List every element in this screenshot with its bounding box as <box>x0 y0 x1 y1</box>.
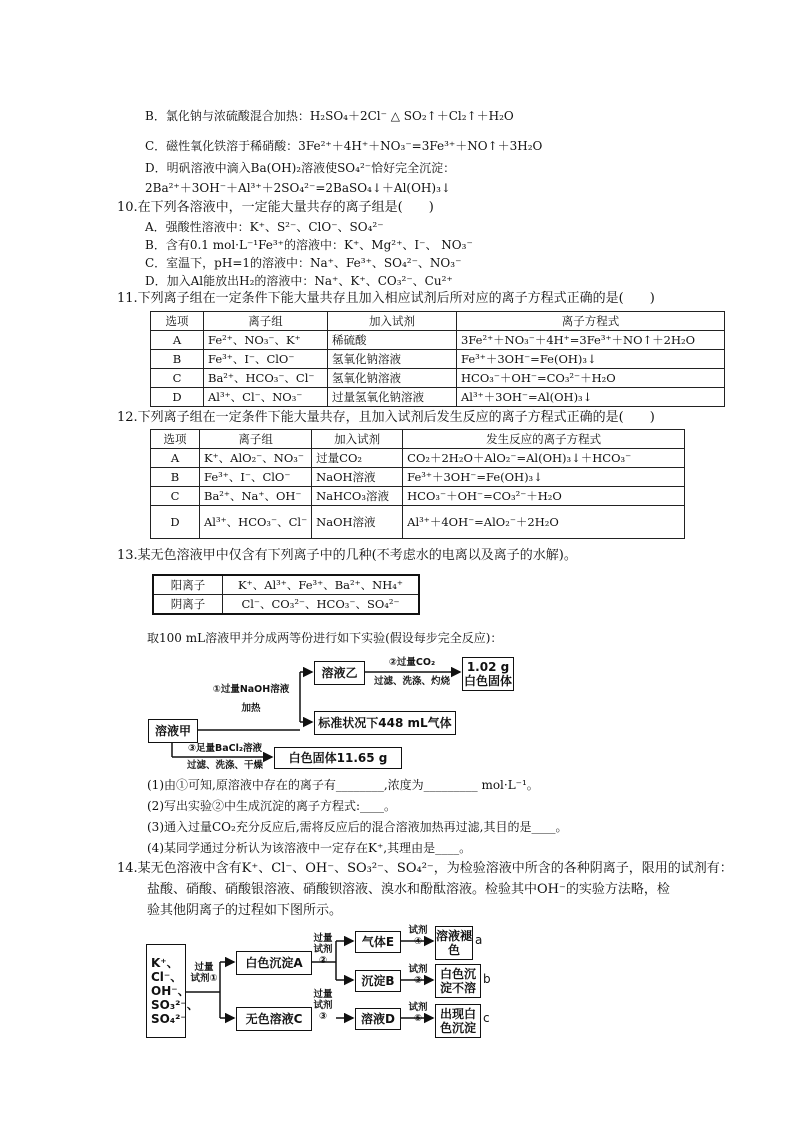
q14-stem-line1: 14.某无色溶液中含有K⁺、Cl⁻、OH⁻、SO₃²⁻、SO₄²⁻，为检验溶液中所含的各种阴离子，限用的试剂有： <box>117 861 733 876</box>
flow14-solution-d-box: 溶液D <box>355 1008 401 1030</box>
table-cell: D <box>151 506 200 539</box>
table-cell: Al³⁺、Cl⁻、NO₃⁻ <box>204 388 328 407</box>
flow14-reagent4-label: 试剂④ <box>408 925 428 947</box>
table-cell: A <box>151 331 204 350</box>
table-cell: 阴离子 <box>153 595 223 615</box>
table-cell: 氢氧化钠溶液 <box>328 350 457 369</box>
ion-label: Cl⁻、 <box>151 970 183 984</box>
flow-solid1-box: 1.02 g白色固体 <box>462 657 514 691</box>
ion-label: SO₃²⁻、 <box>151 998 199 1012</box>
q10-option-c: C．室温下，pH=1的溶液中：Na⁺、Fe³⁺、SO₄²⁻、NO₃⁻ <box>145 256 462 270</box>
table-header: 离子组 <box>204 312 328 331</box>
flow-solution-yi-box: 溶液乙 <box>314 661 365 685</box>
q10-option-d: D．加入Al能放出H₂的溶液中：Na⁺、K⁺、CO₃²⁻、Cu²⁺ <box>145 274 453 288</box>
table-cell: K⁺、Al³⁺、Fe³⁺、Ba²⁺、NH₄⁺ <box>223 575 420 595</box>
flow14-mark-c: c <box>483 1011 490 1025</box>
flow-step1-label: ①过量NaOH溶液 <box>212 684 290 695</box>
table-cell: Cl⁻、CO₃²⁻、HCO₃⁻、SO₄²⁻ <box>223 595 420 615</box>
table-cell: K⁺、AlO₂⁻、NO₃⁻ <box>200 449 312 468</box>
table-cell: HCO₃⁻＋OH⁻=CO₃²⁻＋H₂O <box>403 487 685 506</box>
q13-stem: 13.某无色溶液甲中仅含有下列离子中的几种(不考虑水的电离以及离子的水解)。 <box>117 548 577 563</box>
table-cell: Fe³⁺＋3OH⁻=Fe(OH)₃↓ <box>403 468 685 487</box>
table-cell: 过量CO₂ <box>312 449 403 468</box>
flow-gas-box: 标准状况下448 mL气体 <box>314 711 456 735</box>
table-cell: C <box>151 487 200 506</box>
table-cell: 阳离子 <box>153 575 223 595</box>
flow14-step3-label: 过量试剂③ <box>313 989 333 1022</box>
table-cell: A <box>151 449 200 468</box>
flow14-result-b-box: 白色沉淀不溶 <box>435 964 481 998</box>
table-cell: Al³⁺＋4OH⁻=AlO₂⁻＋2H₂O <box>403 506 685 539</box>
table-header: 加入试剂 <box>328 312 457 331</box>
table-cell: NaHCO₃溶液 <box>312 487 403 506</box>
flow14-precipitate-a-box: 白色沉淀A <box>236 951 312 975</box>
q13-subq1: (1)由①可知,原溶液中存在的离子有________,浓度为_________ mol·L⁻¹。 <box>147 778 539 792</box>
table-cell: CO₂＋2H₂O＋AlO₂⁻=Al(OH)₃↓＋HCO₃⁻ <box>403 449 685 468</box>
flow14-mark-b: b <box>483 972 491 986</box>
flow14-precipitate-b-box: 沉淀B <box>355 970 401 992</box>
table-cell: Fe³⁺＋3OH⁻=Fe(OH)₃↓ <box>457 350 725 369</box>
table-cell: B <box>151 350 204 369</box>
table-cell: Fe²⁺、NO₃⁻、K⁺ <box>204 331 328 350</box>
flow14-reagent3-label: 试剂③ <box>408 964 428 986</box>
q13-intro: 取100 mL溶液甲并分成两等份进行如下实验(假设每步完全反应)： <box>147 631 503 645</box>
table-header: 离子方程式 <box>457 312 725 331</box>
q13-subq2: (2)写出实验②中生成沉淀的离子方程式:____。 <box>147 799 397 813</box>
table-header: 加入试剂 <box>312 430 403 449</box>
flow-solid2-box: 白色固体11.65 g <box>274 747 402 769</box>
flow14-step2-label: 过量试剂② <box>313 933 333 966</box>
q10-option-b: B．含有0.1 mol·L⁻¹Fe³⁺的溶液中：K⁺、Mg²⁺、I⁻、 NO₃⁻ <box>145 238 473 252</box>
table-cell: HCO₃⁻＋OH⁻=CO₃²⁻＋H₂O <box>457 369 725 388</box>
table-cell: Fe³⁺、I⁻、ClO⁻ <box>200 468 312 487</box>
q11-stem: 11.下列离子组在一定条件下能大量共存且加入相应试剂后所对应的离子方程式正确的是( ) <box>117 291 655 306</box>
table-cell: Al³⁺、HCO₃⁻、Cl⁻ <box>200 506 312 539</box>
flow-step3-condition: 过滤、洗涤、干燥 <box>186 760 263 771</box>
table-cell: 稀硫酸 <box>328 331 457 350</box>
table-cell: NaOH溶液 <box>312 506 403 539</box>
q12-stem: 12.下列离子组在一定条件下能大量共存，且加入试剂后发生反应的离子方程式正确的是( ) <box>117 410 655 425</box>
flow-start-box: 溶液甲 <box>148 719 198 743</box>
flow-step3-label: ③足量BaCl₂溶液 <box>187 743 263 754</box>
table-cell: NaOH溶液 <box>312 468 403 487</box>
ion-label: OH⁻、 <box>151 984 190 998</box>
q9-option-c: C．磁性氧化铁溶于稀硝酸：3Fe²⁺＋4H⁺＋NO₃⁻=3Fe³⁺＋NO↑＋3H₂O <box>145 139 543 153</box>
ion-label: SO₄²⁻ <box>151 1012 187 1026</box>
table-cell: Ba²⁺、HCO₃⁻、Cl⁻ <box>204 369 328 388</box>
table-cell: 氢氧化钠溶液 <box>328 369 457 388</box>
flow14-gas-e-box: 气体E <box>355 931 401 953</box>
q10-option-a: A．强酸性溶液中：K⁺、S²⁻、ClO⁻、SO₄²⁻ <box>145 220 384 234</box>
q10-stem: 10.在下列各溶液中，一定能大量共存的离子组是( ) <box>117 200 434 215</box>
table-cell: B <box>151 468 200 487</box>
table-header: 选项 <box>151 312 204 331</box>
flow14-solution-c-box: 无色溶液C <box>236 1007 312 1031</box>
q14-stem-line3: 验其他阴离子的过程如下图所示。 <box>147 903 343 918</box>
table-cell: 过量氢氧化钠溶液 <box>328 388 457 407</box>
table-cell: C <box>151 369 204 388</box>
table-cell: 3Fe²⁺＋NO₃⁻＋4H⁺=3Fe³⁺＋NO↑＋2H₂O <box>457 331 725 350</box>
flow14-result-c-box: 出现白色沉淀 <box>435 1004 481 1038</box>
flow14-result-a-box: 溶液褪色 <box>435 926 473 960</box>
table-header: 离子组 <box>200 430 312 449</box>
flow14-ions-box <box>146 944 199 1038</box>
q13-subq4: (4)某同学通过分析认为该溶液中一定存在K⁺,其理由是____。 <box>147 841 472 855</box>
table-header: 选项 <box>151 430 200 449</box>
ion-label: K⁺、 <box>151 956 179 970</box>
q9-option-d-equation: 2Ba²⁺＋3OH⁻＋Al³⁺＋2SO₄²⁻=2BaSO₄↓＋Al(OH)₃↓ <box>145 181 451 195</box>
q14-stem-line2: 盐酸、硝酸、硝酸银溶液、硝酸钡溶液、溴水和酚酞溶液。检验其中OH⁻的实验方法略，检 <box>147 882 670 897</box>
q13-subq3: (3)通入过量CO₂充分反应后,需将反应后的混合溶液加热再过滤,其目的是____。 <box>147 820 568 834</box>
flow-step2-label: ②过量CO₂ <box>388 657 436 668</box>
flow-step2-condition: 过滤、洗涤、灼烧 <box>373 676 450 687</box>
table-cell: Al³⁺＋3OH⁻=Al(OH)₃↓ <box>457 388 725 407</box>
q9-option-d: D．明矾溶液中滴入Ba(OH)₂溶液使SO₄²⁻恰好完全沉淀： <box>145 161 456 175</box>
table-cell: Ba²⁺、Na⁺、OH⁻ <box>200 487 312 506</box>
table-header: 发生反应的离子方程式 <box>403 430 685 449</box>
q9-option-b: B．氯化钠与浓硫酸混合加热：H₂SO₄＋2Cl⁻ △ SO₂↑＋Cl₂↑＋H₂O <box>145 109 514 123</box>
flow14-reagent5-label: 试剂⑤ <box>408 1002 428 1024</box>
flow14-mark-a: a <box>475 933 483 947</box>
table-cell: Fe³⁺、I⁻、ClO⁻ <box>204 350 328 369</box>
flow-step1-condition: 加热 <box>241 703 261 714</box>
flow14-step1-label: 过量试剂① <box>190 962 218 984</box>
table-cell: D <box>151 388 204 407</box>
